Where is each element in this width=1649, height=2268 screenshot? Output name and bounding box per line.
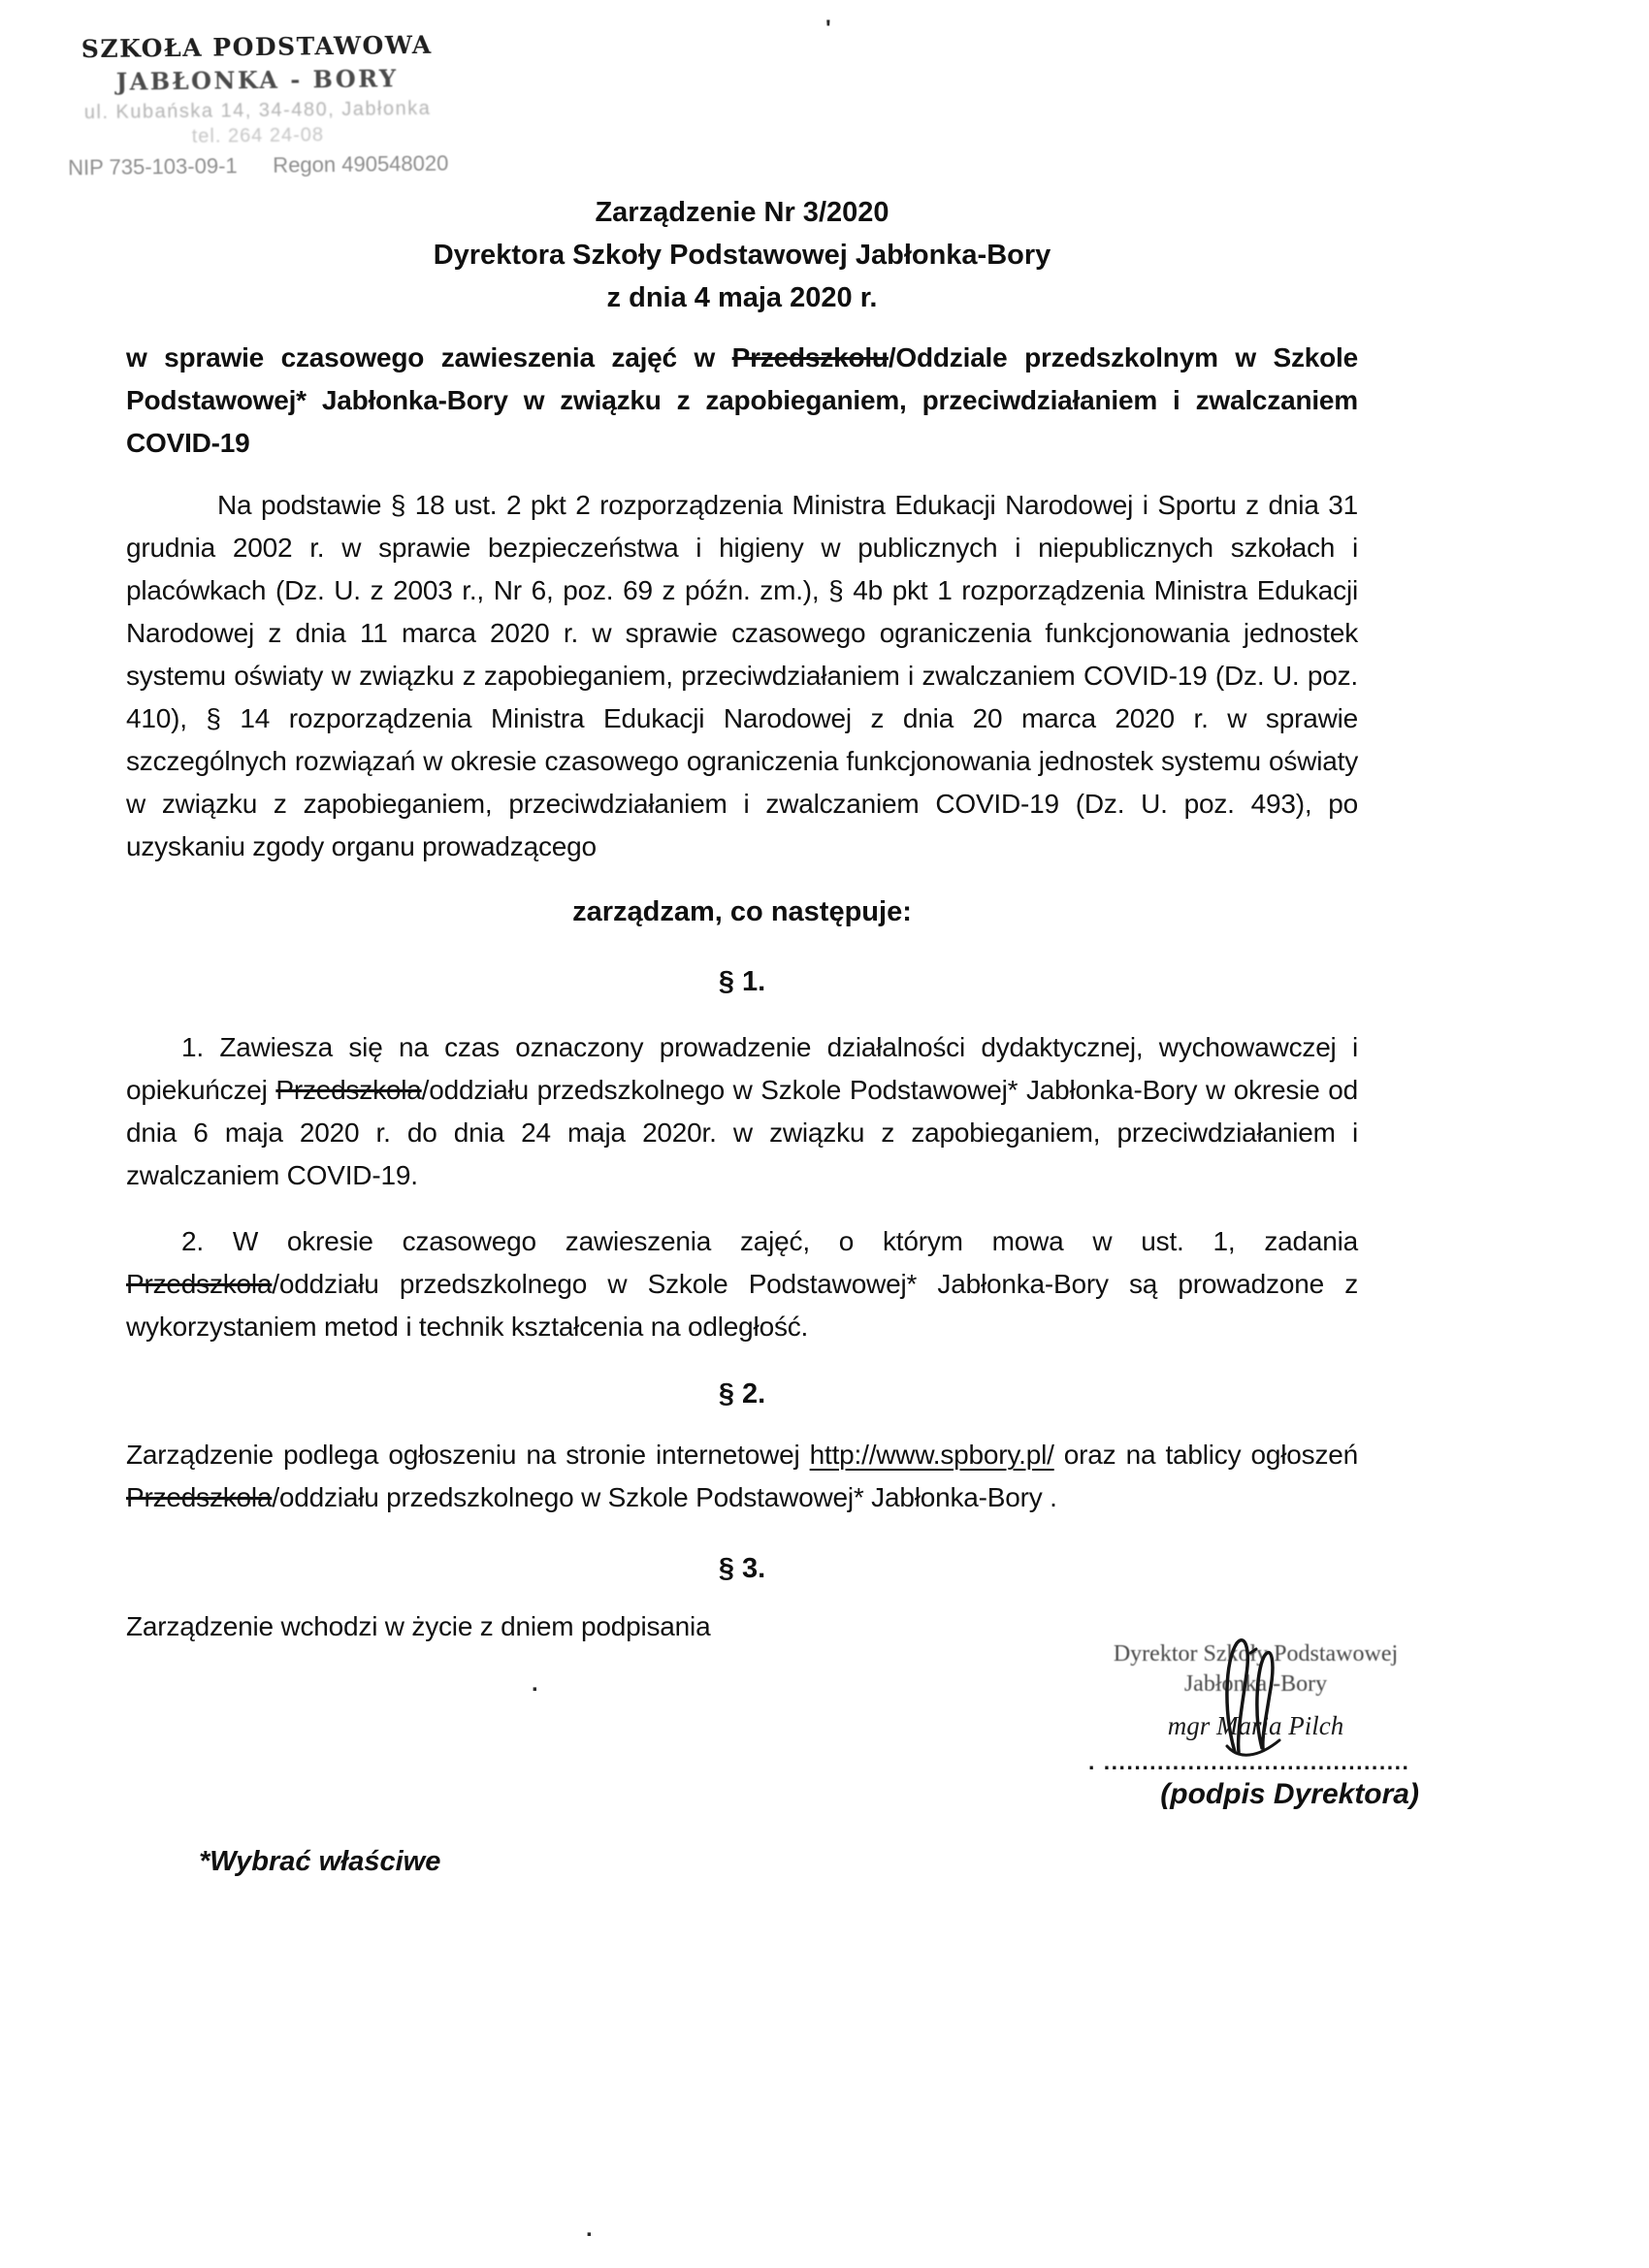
struck-word-przedszkola-3: Przedszkola xyxy=(126,1482,273,1512)
p1-text-1: 1. Zawiesza się na czas oznaczony prowadzenie działalności dydaktycznej, wychowawczej i opiekuńczej xyxy=(126,1032,1358,1105)
scan-artifact-bottom: . xyxy=(586,2216,593,2242)
stamp-nip-regon: NIP 735-103-09-1 Regon 490548020 xyxy=(68,150,449,180)
signature-dotted-line: . ........................................ xyxy=(1088,1749,1410,1774)
document-title: Zarządzenie Nr 3/2020 xyxy=(595,197,889,228)
stamp-phone: tel. 264 24-08 xyxy=(191,124,325,147)
stamp-school-name-line1: SZKOŁA PODSTAWOWA xyxy=(81,30,433,64)
website-url: http://www.spbory.pl/ xyxy=(809,1440,1054,1470)
struck-word-przedszkolu: Przedszkolu xyxy=(731,342,889,373)
section-2-paragraph xyxy=(126,1434,1358,1519)
signature-role-line2: Jabłonka -Bory xyxy=(1183,1671,1328,1697)
p3-text-3: /oddziału przedszkolnego w Szkole Podstawowej* Jabłonka-Bory . xyxy=(272,1482,1057,1512)
subject-text-2: /Oddziale przedszkolnym w Szkole Podstawowej* Jabłonka-Bory w związku z zapobieganiem, przeciwdziałaniem i zwalczaniem COVID-19 xyxy=(126,342,1358,458)
document-subtitle: Dyrektora Szkoły Podstawowej Jabłonka-Bory xyxy=(433,240,1051,271)
document-date: z dnia 4 maja 2020 r. xyxy=(606,282,878,313)
order-heading: zarządzam, co następuje: xyxy=(572,896,912,927)
section-3-paragraph: Zarządzenie wchodzi w życie z dniem podpisania xyxy=(126,1611,711,1641)
p3-text-2: oraz na tablicy ogłoszeń xyxy=(1053,1440,1358,1470)
footnote: *Wybrać właściwe xyxy=(199,1846,441,1877)
stamp-address: ul. Kubańska 14, 34-480, Jabłonka xyxy=(83,97,432,124)
subject-paragraph xyxy=(126,337,1358,465)
p2-text-2: /oddziału przedszkolnego w Szkole Podstawowej* Jabłonka-Bory są prowadzone z wykorzystaniem metod i technik kształcenia na odległość. xyxy=(126,1269,1358,1342)
stamp-school-name-line2: JABŁONKA - BORY xyxy=(115,64,399,96)
p2-text-1: 2. W okresie czasowego zawieszenia zajęć, o którym mowa w ust. 1, zadania xyxy=(181,1226,1358,1256)
section-1-paragraph-1 xyxy=(126,1026,1358,1197)
p3-text-1: Zarządzenie podlega ogłoszeniu na stronie internetowej xyxy=(126,1440,810,1470)
signature-role-line1: Dyrektor Szkoły Podstawowej xyxy=(1113,1641,1399,1667)
section-2-heading: § 2. xyxy=(718,1378,766,1409)
subject-text-1: w sprawie czasowego zawieszenia zajęć w xyxy=(126,342,732,373)
section-1-heading: § 1. xyxy=(718,966,766,997)
legal-basis-paragraph: Na podstawie § 18 ust. 2 pkt 2 rozporządzenia Ministra Edukacji Narodowej i Sportu z dnia 31 grudnia 2002 r. w sprawie bezpieczeństwa i higieny w publicznych i niepublicznych szkołach i placówkach (Dz. U. z 2003 r., Nr 6, poz. 69 z późn. zm.), § 4b pkt 1 rozporządzenia Ministra Edukacji Narodowej z dnia 11 marca 2020 r. w sprawie czasowego ograniczenia funkcjonowania jednostek systemu oświaty w związku z zapobieganiem, przeciwdziałaniem i zwalczaniem COVID-19 (Dz. U. poz. 410), § 14 rozporządzenia Ministra Edukacji Narodowej z dnia 20 marca 2020 r. w sprawie szczególnych rozwiązań w okresie czasowego ograniczenia funkcjonowania jednostek systemu oświaty w związku z zapobieganiem, przeciwdziałaniem i zwalczaniem COVID-19 (Dz. U. poz. 493), po uzyskaniu zgody organu prowadzącego xyxy=(126,490,1358,861)
signature-caption: (podpis Dyrektora) xyxy=(1160,1778,1419,1810)
p1-text-2: /oddziału przedszkolnego w Szkole Podstawowej* Jabłonka-Bory w okresie od dnia 6 maja 2020 r. do dnia 24 maja 2020r. w związku z zapobieganiem, przeciwdziałaniem i zwalczaniem COVID-19. xyxy=(126,1075,1358,1190)
struck-word-przedszkola-1: Przedszkola xyxy=(275,1075,422,1105)
scan-artifact-middle: . xyxy=(532,1670,538,1697)
struck-word-przedszkola-2: Przedszkola xyxy=(126,1269,273,1299)
signature-name: mgr Maria Pilch xyxy=(1167,1711,1344,1740)
document-body xyxy=(126,0,1358,1648)
section-1-paragraph-2 xyxy=(126,1220,1358,1348)
section-3-heading: § 3. xyxy=(718,1553,766,1584)
handwritten-signature-icon xyxy=(1208,1634,1300,1765)
scan-artifact-top: ' xyxy=(825,16,831,42)
